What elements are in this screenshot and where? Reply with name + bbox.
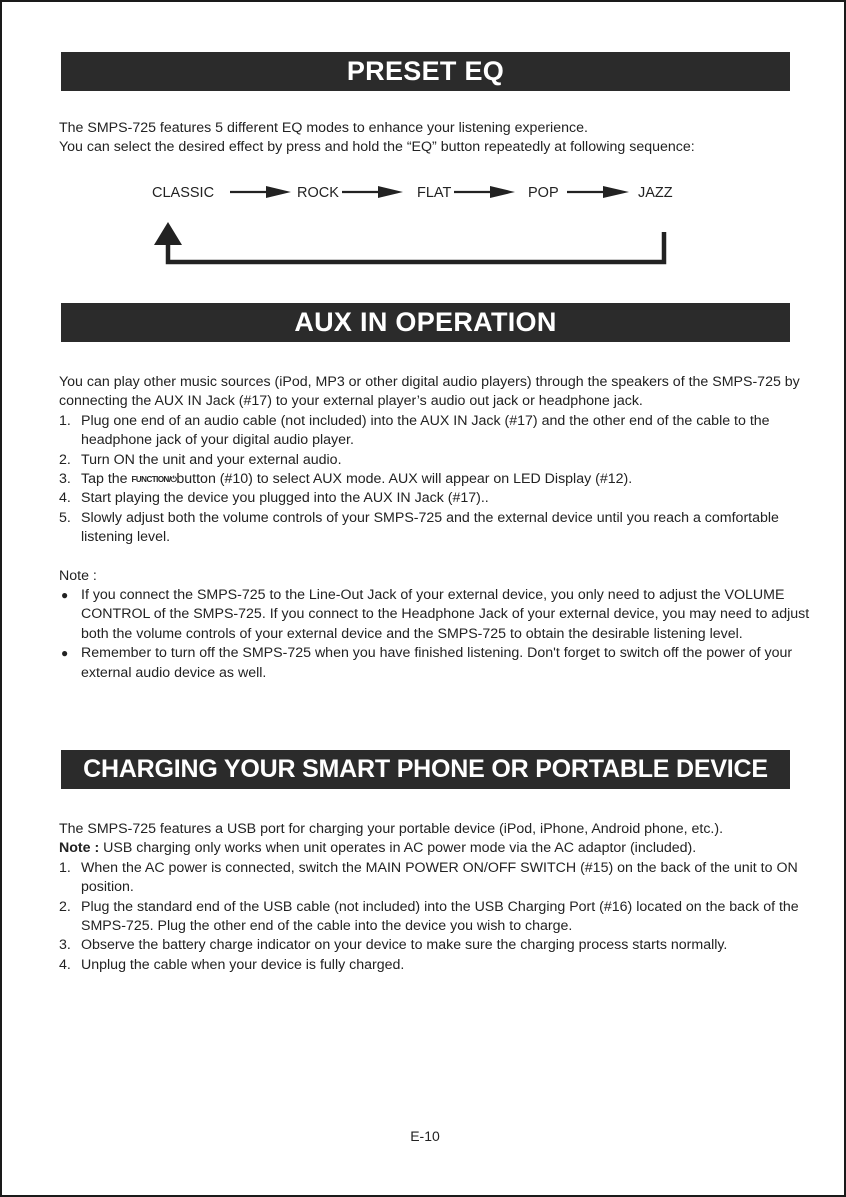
list-item — [59, 451, 819, 470]
eq-mode-rock: ROCK — [297, 185, 339, 201]
bullet-icon: ● — [61, 646, 69, 661]
step-number: 3. — [59, 471, 71, 488]
aux-in-steps — [59, 412, 819, 548]
step-text-suffix: button (#10) to select AUX mode. AUX will appear on LED Display (#12). — [176, 471, 633, 488]
step-number: 1. — [59, 859, 71, 876]
page-number: E-10 — [410, 1128, 440, 1144]
step-text: Turn ON the unit and your external audio. — [81, 451, 342, 468]
aux-in-note-label: Note : — [59, 567, 97, 584]
charging-note-text: USB charging only works when unit operates in AC power mode via the AC adaptor (included). — [103, 840, 697, 857]
step-text: Start playing the device you plugged into the AUX IN Jack (#17).. — [81, 490, 489, 507]
arrow-right-icon — [342, 186, 403, 198]
step-number: 3. — [59, 937, 71, 954]
charging-intro: The SMPS-725 features a USB port for charging your portable device (iPod, iPhone, Android phone, etc.). — [59, 821, 724, 837]
list-item — [59, 586, 819, 644]
step-text: Plug the standard end of the USB cable (not included) into the USB Charging Port (#16) located on the back of the SMPS-725. Plug the other end of the cable into the device you wish to charge. — [81, 898, 799, 935]
list-item — [59, 644, 819, 683]
eq-mode-flat: FLAT — [417, 185, 452, 201]
note-text: Remember to turn off the SMPS-725 when you have finished listening. Don't forget to switch off the power of your external audio device as well. — [81, 645, 793, 681]
eq-mode-classic: CLASSIC — [152, 185, 215, 201]
list-item — [59, 489, 819, 508]
function-button-label: FUNCTION/⏻ — [131, 475, 177, 485]
list-item — [59, 859, 829, 898]
preset-eq-heading: PRESET EQ — [61, 52, 790, 91]
arrow-right-icon — [567, 186, 629, 198]
eq-arrows-svg — [2, 2, 846, 302]
arrow-right-icon — [230, 186, 291, 198]
step-text: Observe the battery charge indicator on your device to make sure the charging process starts normally. — [81, 937, 728, 954]
charging-body — [59, 820, 829, 975]
list-item — [59, 956, 829, 975]
eq-mode-jazz: JAZZ — [638, 185, 673, 201]
aux-in-notes — [59, 586, 819, 683]
step-text: Slowly adjust both the volume controls of your SMPS-725 and the external device until you reach a comfortable listening level. — [81, 509, 779, 546]
step-text: Unplug the cable when your device is fully charged. — [81, 956, 405, 973]
list-item — [59, 470, 819, 489]
bullet-icon: ● — [61, 588, 69, 603]
step-number: 1. — [59, 412, 71, 429]
step-text: Plug one end of an audio cable (not included) into the AUX IN Jack (#17) and the other end of the cable to the headphone jack of your digital audio player. — [81, 412, 770, 449]
step-text-prefix: Tap the — [81, 471, 128, 488]
step-number: 2. — [59, 898, 71, 915]
aux-in-body — [59, 373, 819, 683]
list-item — [59, 898, 829, 937]
step-number: 2. — [59, 451, 71, 468]
note-text: If you connect the SMPS-725 to the Line-Out Jack of your external device, you only need to adjust the VOLUME CONTROL of the SMPS-725. If you connect to the Headphone Jack of your external device, you may need to adjust both the volume controls of your external device and the SMPS-725 to obtain the desirable listening level. — [81, 587, 810, 642]
aux-in-heading: AUX IN OPERATION — [61, 303, 790, 342]
step-number: 5. — [59, 509, 71, 526]
aux-in-intro: You can play other music sources (iPod, MP3 or other digital audio players) through the speakers of the SMPS-725 by connecting the AUX IN Jack (#17) to your external player’s audio out jack or headphone jack. — [59, 374, 800, 410]
step-number: 4. — [59, 956, 71, 973]
step-text: When the AC power is connected, switch the MAIN POWER ON/OFF SWITCH (#15) on the back of the unit to ON position. — [81, 859, 798, 896]
charging-note-label: Note : — [59, 840, 100, 857]
arrow-right-icon — [454, 186, 515, 198]
return-arrow-icon — [154, 222, 664, 262]
eq-mode-pop: POP — [528, 185, 559, 201]
list-item — [59, 936, 829, 955]
charging-heading: CHARGING YOUR SMART PHONE OR PORTABLE DEVICE — [61, 750, 790, 789]
list-item — [59, 509, 819, 548]
preset-eq-intro-line2: You can select the desired effect by press and hold the “EQ” button repeatedly at following sequence: — [59, 139, 695, 156]
charging-note — [59, 839, 829, 858]
preset-eq-intro-line1: The SMPS-725 features 5 different EQ modes to enhance your listening experience. — [59, 120, 588, 136]
list-item — [59, 412, 819, 451]
step-number: 4. — [59, 490, 71, 507]
charging-steps — [59, 859, 829, 975]
